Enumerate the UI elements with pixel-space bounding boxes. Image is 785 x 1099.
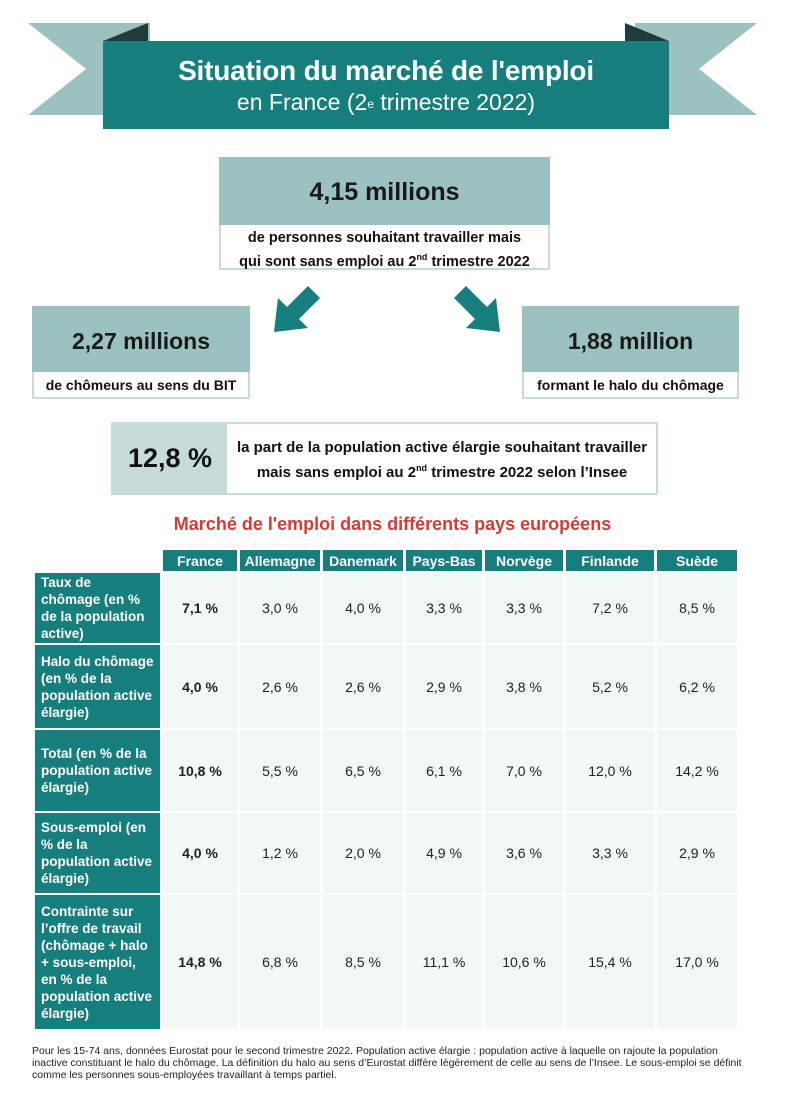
column-header: Norvège xyxy=(485,550,563,571)
table-cell: 2,0 % xyxy=(323,813,403,893)
row-header: Halo du chômage (en % de la population active élargie) xyxy=(35,645,160,728)
table-row xyxy=(35,730,737,811)
top-stat-value: 4,15 millions xyxy=(219,157,550,225)
footnote: Pour les 15-74 ans, données Eurostat pour le second trimestre 2022. Population active élargie : population active à laquelle on rajoute la population inactive constituant le halo du chômage. La définition du halo au sens d’Eurostat diffère légèrement de celle au sens de l’Insee. Le sous-emploi se définit comme les personnes sous-employées travaillant à temps partiel. xyxy=(32,1045,742,1081)
table-row xyxy=(35,813,737,893)
table-cell: 15,4 % xyxy=(566,895,654,1029)
column-header: Pays-Bas xyxy=(406,550,482,571)
top-stat-caption: de personnes souhaitant travailler mais qui sont sans emploi au 2nd trimestre 2022 xyxy=(219,225,550,270)
row-header: Taux de chômage (en % de la population active) xyxy=(35,573,160,643)
table-cell: 4,0 % xyxy=(323,573,403,643)
right-stat-caption: formant le halo du chômage xyxy=(522,372,739,399)
right-stat-value: 1,88 million xyxy=(522,306,739,372)
table-cell: 6,2 % xyxy=(657,645,737,728)
page-title: Situation du marché de l'emploi xyxy=(178,55,594,86)
table-cell: 8,5 % xyxy=(657,573,737,643)
europe-labour-market-table xyxy=(32,548,740,1031)
table-row xyxy=(35,573,737,643)
table-corner xyxy=(35,550,160,571)
table-cell: 2,6 % xyxy=(240,645,320,728)
table-cell: 3,6 % xyxy=(485,813,563,893)
row-header: Sous-emploi (en % de la population active élargie) xyxy=(35,813,160,893)
table-cell: 6,5 % xyxy=(323,730,403,811)
column-header: France xyxy=(163,550,237,571)
arrow-down-left-icon xyxy=(268,282,328,338)
left-stat-value: 2,27 millions xyxy=(32,306,250,372)
table-cell: 4,9 % xyxy=(406,813,482,893)
table-cell: 4,0 % xyxy=(163,645,237,728)
arrow-down-right-icon xyxy=(450,282,510,338)
table-cell: 4,0 % xyxy=(163,813,237,893)
table-row xyxy=(35,645,737,728)
table-cell: 10,8 % xyxy=(163,730,237,811)
share-box xyxy=(111,422,658,495)
share-value: 12,8 % xyxy=(113,424,227,493)
table-cell: 17,0 % xyxy=(657,895,737,1029)
column-header: Danemark xyxy=(323,550,403,571)
table-cell: 2,9 % xyxy=(406,645,482,728)
table-row xyxy=(35,895,737,1029)
table-cell: 6,8 % xyxy=(240,895,320,1029)
title-banner xyxy=(103,41,669,129)
table-cell: 12,0 % xyxy=(566,730,654,811)
table-cell: 6,1 % xyxy=(406,730,482,811)
column-header: Finlande xyxy=(566,550,654,571)
table-cell: 7,1 % xyxy=(163,573,237,643)
table-cell: 10,6 % xyxy=(485,895,563,1029)
table-cell: 2,9 % xyxy=(657,813,737,893)
table-cell: 5,5 % xyxy=(240,730,320,811)
table-cell: 3,0 % xyxy=(240,573,320,643)
table-cell: 3,3 % xyxy=(406,573,482,643)
share-caption: la part de la population active élargie souhaitant travailler mais sans emploi au 2nd trimestre 2022 selon l’Insee xyxy=(236,439,648,481)
table-cell: 3,3 % xyxy=(485,573,563,643)
table-cell: 7,2 % xyxy=(566,573,654,643)
row-header: Contrainte sur l’offre de travail (chômage + halo + sous-emploi, en % de la population active élargie) xyxy=(35,895,160,1029)
column-header: Suède xyxy=(657,550,737,571)
row-header: Total (en % de la population active élargie) xyxy=(35,730,160,811)
left-stat-caption: de chômeurs au sens du BIT xyxy=(32,372,250,399)
table-cell: 7,0 % xyxy=(485,730,563,811)
table-cell: 14,8 % xyxy=(163,895,237,1029)
table-cell: 14,2 % xyxy=(657,730,737,811)
table-cell: 5,2 % xyxy=(566,645,654,728)
table-cell: 2,6 % xyxy=(323,645,403,728)
table-cell: 11,1 % xyxy=(406,895,482,1029)
table-title: Marché de l'emploi dans différents pays européens xyxy=(173,514,612,534)
table-header-row xyxy=(35,550,737,571)
table-cell: 3,3 % xyxy=(566,813,654,893)
table-cell: 1,2 % xyxy=(240,813,320,893)
table-cell: 8,5 % xyxy=(323,895,403,1029)
page-subtitle: en France (2e trimestre 2022) xyxy=(236,89,536,115)
column-header: Allemagne xyxy=(240,550,320,571)
table-cell: 3,8 % xyxy=(485,645,563,728)
